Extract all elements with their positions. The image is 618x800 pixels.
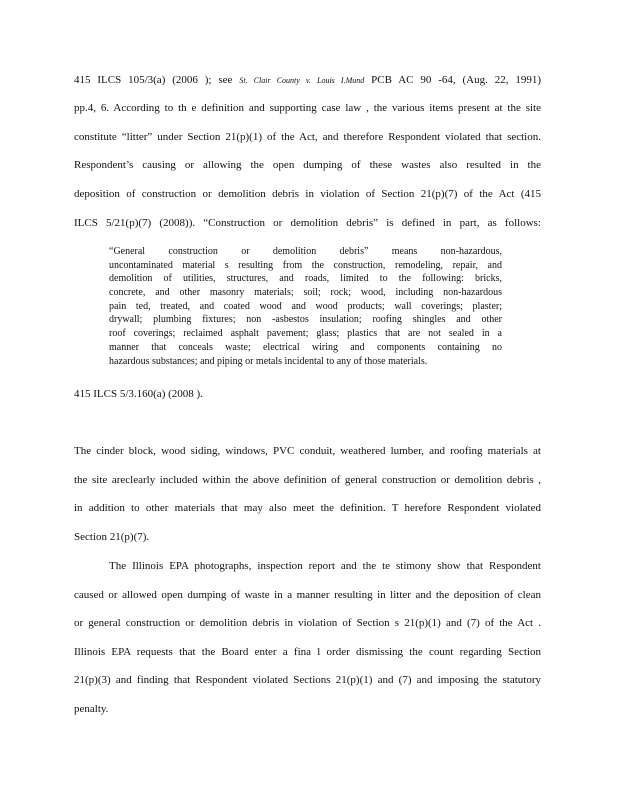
paragraph-1-line-1 [74,73,541,88]
quote-line: uncontaminated material s resulting from the construction, remodeling, repair, and [109,259,502,271]
paragraph-3-line-1: The Illinois EPA photographs, inspection report and the te stimony show that Respondent [109,560,541,572]
paragraph-2-line-3: in addition to other materials that may also meet the definition. T herefore Respondent violated [74,502,541,514]
quote-line: pain ted, treated, and coated wood and wood products; wall coverings; plaster; [109,300,502,312]
quote-line: concrete, and other masonry materials; soil; rock; wood, including non-hazardous [109,287,502,299]
paragraph-1-line-6: ILCS 5/21(p)(7) (2008)). “Construction or demolition debris” is defined in part, as follows: [74,217,541,229]
definition-block-quote [109,245,502,368]
quote-line: roof coverings; reclaimed asphalt pavement; glass; plastics that are not sealed in a [109,328,502,340]
quote-line: “General construction or demolition debris” means non-hazardous, [109,246,502,257]
quote-line: demolition of utilities, structures, and roads, limited to the following: bricks, [109,273,502,285]
paragraph-3-line-6: penalty. [74,703,109,715]
paragraph-3-line-3: or general construction or demolition debris in violation of Section s 21(p)(1) and (7) of the Act . [74,617,541,629]
paragraph-1-line-3: constitute “litter” under Section 21(p)(1) of the Act, and therefore Respondent violated that section. [74,131,541,143]
paragraph-2-line-2: the site areclearly included within the above definition of general construction or demolition debris , [74,474,541,486]
paragraph-1-line-2: pp.4, 6. According to th e definition and supporting case law , the various items present at the site [74,102,541,114]
paragraph-2-line-1: The cinder block, wood siding, windows, PVC conduit, weathered lumber, and roofing materials at [74,445,541,457]
quote-line: hazardous substances; and piping or metals incidental to any of those materials. [109,355,428,367]
statute-reference: 415 ILCS 105/3(a) (2006 ); see [74,74,233,86]
paragraph-3-line-4: Illinois EPA requests that the Board enter a fina l order dismissing the count regarding Section [74,646,541,658]
paragraph-3-line-2: caused or allowed open dumping of waste in a manner resulting in litter and the deposition of clean [74,589,541,601]
case-docket: PCB AC 90 -64, (Aug. 22, 1991) [371,74,542,86]
paragraph-1-line-5: deposition of construction or demolition debris in violation of Section 21(p)(7) of the Act (415 [74,188,541,200]
paragraph-3-line-5: 21(p)(3) and finding that Respondent violated Sections 21(p)(1) and (7) and imposing the statutory [74,674,541,686]
quote-line: manner that conceals waste; electrical wiring and components containing no [109,341,502,353]
quote-line: drywall; plumbing fixtures; non -asbestos insulation; roofing shingles and other [109,314,502,326]
paragraph-2-line-4: Section 21(p)(7). [74,531,150,543]
paragraph-1-line-4: Respondent’s causing or allowing the open dumping of these wastes also resulted in the [74,159,541,171]
quote-citation: 415 ILCS 5/3.160(a) (2008 ). [74,388,203,400]
case-citation: St. Clair County v. Louis I.Mund [239,76,365,85]
